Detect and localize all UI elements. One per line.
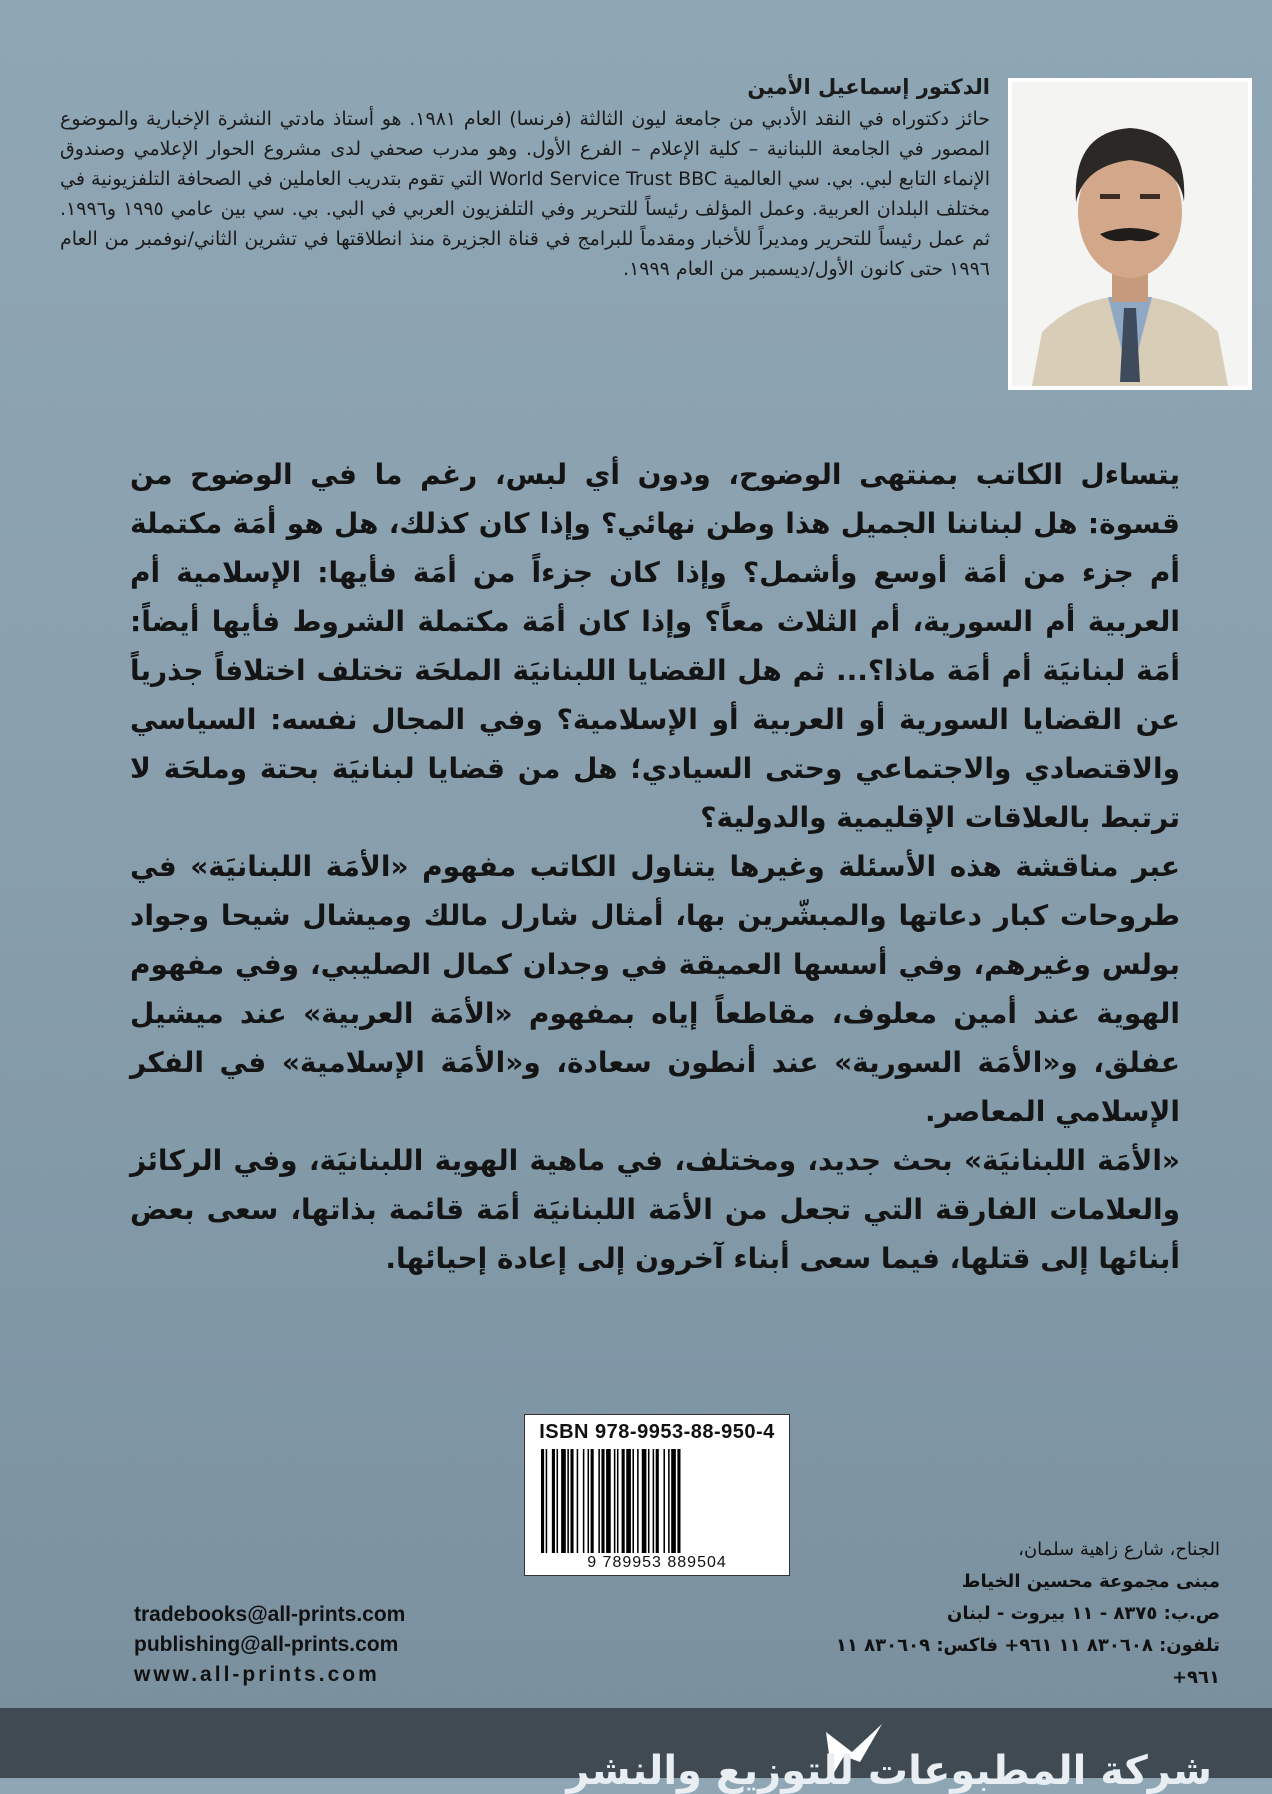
barcode-bar	[557, 1449, 559, 1553]
barcode-bar	[583, 1449, 585, 1553]
contact-emails	[134, 1600, 534, 1690]
isbn-barcode	[524, 1414, 790, 1576]
barcode-bar	[541, 1449, 544, 1553]
address-line-3: ص.ب: ٨٣٧٥ - ١١ بيروت - لبنان	[947, 1603, 1220, 1624]
barcode-bar	[671, 1449, 676, 1553]
barcode-bar	[632, 1449, 634, 1553]
barcode-bar	[648, 1449, 650, 1553]
description-paragraph-2: عبر مناقشة هذه الأسئلة وغيرها يتناول الكاتب مفهوم «الأمَة اللبنانيَة» في طروحات كبار دعاتها والمبشّرين بها، أمثال شارل مالك وميشال شيحا وجواد بولس وغيرهم، وفي أسسها العميقة في وجدان كمال الصليبي، وفي مفهوم الهوية عند أمين معلوف، مقاطعاً إياه بمفهوم «الأمَة العربية» عند ميشيل عفلق، و«الأمَة السورية» عند أنطون سعادة، و«الأمَة الإسلامية» في الفكر الإسلامي المعاصر.	[130, 850, 1180, 1128]
barcode-digits: 9 789953 889504	[587, 1554, 727, 1571]
address-line-2: مبنى مجموعة محسين الخياط	[961, 1571, 1220, 1592]
author-photo	[1008, 78, 1252, 390]
barcode-bar	[598, 1449, 600, 1553]
barcode-bar	[567, 1449, 569, 1553]
barcode-bar	[561, 1449, 566, 1553]
barcode-bar	[663, 1449, 665, 1553]
barcode-bar	[601, 1449, 604, 1553]
barcode-bars	[539, 1449, 775, 1553]
barcode-bar	[653, 1449, 655, 1553]
author-bio-section	[60, 72, 990, 284]
barcode-bar	[606, 1449, 611, 1553]
author-bio: حائز دكتوراه في النقد الأدبي من جامعة ليون الثالثة (فرنسا) العام ١٩٨١. هو أستاذ مادتي النشرة الإخبارية والموضوع المصور في الجامعة اللبنانية – كلية الإعلام – الفرع الأول. وهو مدرب صحفي لدى مشروع الحوار الإعلامي وصندوق الإنماء التابع لبي. بي. سي العالمية World Service Trust BBC التي تقوم بتدريب العاملين في الصحافة التلفزيونية في مختلف البلدان العربية. وعمل المؤلف رئيساً للتحرير وفي التلفزيون العربي في البي. بي. سي بين عامي ١٩٩٥ و١٩٩٦. ثم عمل رئيساً للتحرير ومديراً للأخبار ومقدماً للبرامج في قناة الجزيرة منذ انطلاقتها في تشرين الثاني/نوفمبر من العام ١٩٩٦ حتى كانون الأول/ديسمبر من العام ١٩٩٩.	[60, 108, 991, 280]
author-name: الدكتور إسماعيل الأمين	[747, 75, 990, 99]
barcode-bar	[617, 1449, 619, 1553]
barcode-bar	[614, 1449, 616, 1553]
footer-band	[0, 1708, 1272, 1794]
description-paragraph-3: «الأمَة اللبنانيَة» بحث جديد، ومختلف، في ماهية الهوية اللبنانيَة، وفي الركائز والعلامات الفارقة التي تجعل من الأمَة اللبنانيَة أمَة قائمة بذاتها، سعى بعض أبنائها إلى قتلها، فيما سعى أبناء آخرون إلى إعادة إحيائها.	[130, 1144, 1180, 1275]
barcode-bar	[552, 1449, 555, 1553]
email-tradebooks[interactable]: tradebooks@all-prints.com	[134, 1603, 406, 1626]
barcode-bar	[668, 1449, 670, 1553]
barcode-bar	[637, 1449, 639, 1553]
book-description	[130, 450, 1180, 1283]
description-paragraph-1: يتساءل الكاتب بمنتهى الوضوح، ودون أي لبس، رغم ما في الوضوح من قسوة: هل لبناننا الجميل هذا وطن نهائي؟ وإذا كان كذلك، هل هو أمَة مكتملة أم جزء من أمَة أوسع وأشمل؟ وإذا كان جزءاً من أمَة فأيها: الإسلامية أم العربية أم السورية، أم الثلاث معاً؟ وإذا كان أمَة مكتملة الشروط فأيها أيضاً: أمَة لبنانيَة أم أمَة ماذا؟... ثم هل القضايا اللبنانيَة الملحَة تختلف اختلافاً جذرياً عن القضايا السورية أو العربية أو الإسلامية؟ وفي المجال نفسه: السياسي والاقتصادي والاجتماعي وحتى السيادي؛ هل من قضايا لبنانيَة بحتة وملحَة لا ترتبط بالعلاقات الإقليمية والدولية؟	[130, 458, 1180, 834]
barcode-bar	[622, 1449, 625, 1553]
barcode-bar	[591, 1449, 594, 1553]
barcode-bar	[570, 1449, 573, 1553]
barcode-bar	[546, 1449, 548, 1553]
barcode-bar	[626, 1449, 631, 1553]
barcode-bar	[677, 1449, 680, 1553]
barcode-bar	[588, 1449, 590, 1553]
isbn-label: ISBN 978-9953-88-950-4	[539, 1421, 775, 1443]
address-line-4: تلفون: ٨٣٠٦٠٨ ١١ ٩٦١+ فاكس: ٨٣٠٦٠٩ ١١ ٩٦١+	[835, 1635, 1220, 1688]
website-link[interactable]: www.all-prints.com	[134, 1663, 380, 1686]
barcode-bar	[642, 1449, 647, 1553]
publisher-name: شركة المطبوعات للتوزيع والنشر	[566, 1748, 1212, 1794]
email-publishing[interactable]: publishing@all-prints.com	[134, 1633, 399, 1656]
address-line-1: الجناح، شارع زاهية سلمان،	[1018, 1539, 1220, 1560]
barcode-bar	[577, 1449, 579, 1553]
publisher-address	[820, 1534, 1220, 1694]
barcode-bar	[656, 1449, 659, 1553]
